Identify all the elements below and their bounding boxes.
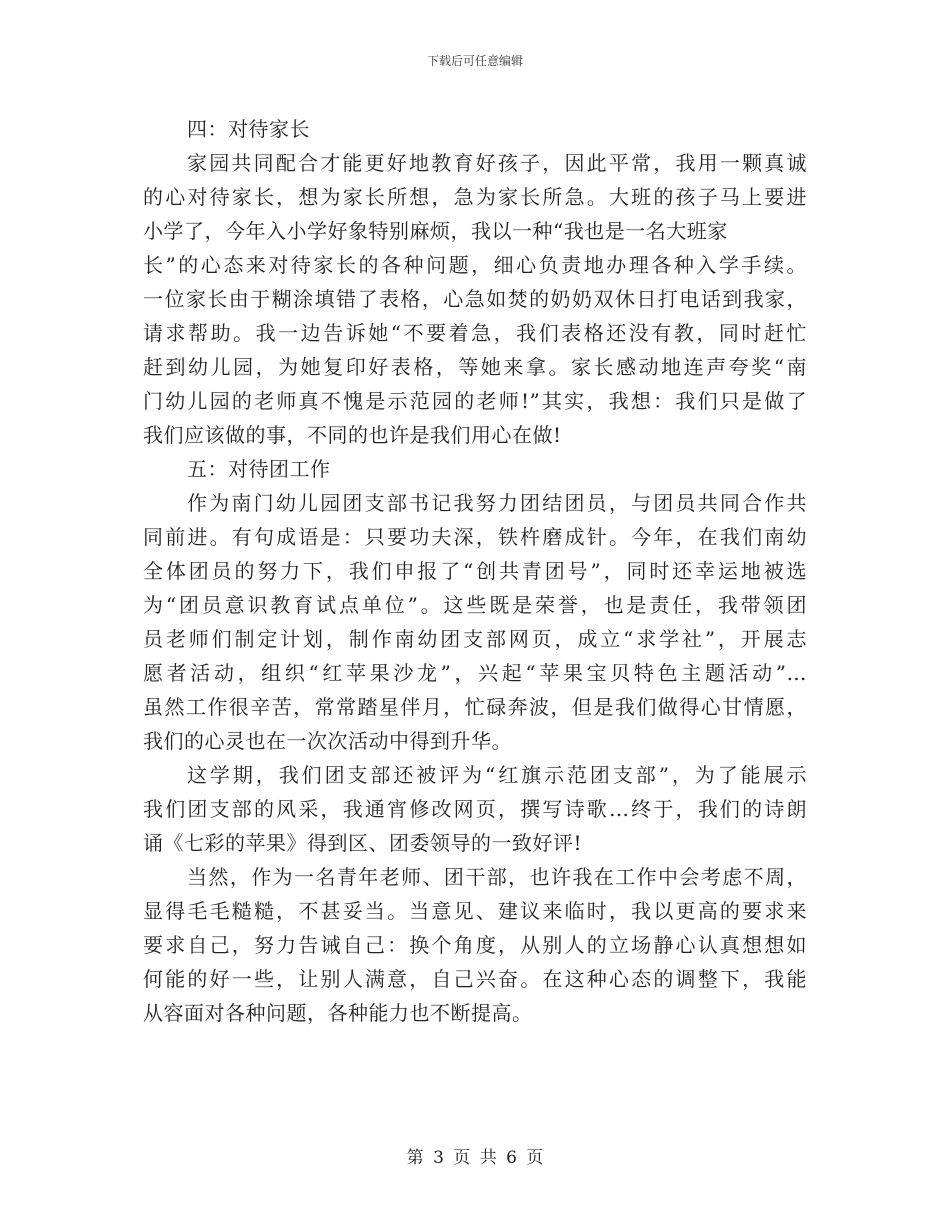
text-line: 五：对待团工作 (187, 457, 331, 481)
text-line: 这学期，我们团支部还被评为“红旗示范团支部”，为了能展示 (187, 763, 807, 787)
text-line: 从容面对各种问题，各种能力也不断提高。 (143, 1001, 533, 1025)
text-line: 为“团员意识教育试点单位”。这些既是荣誉，也是责任，我带领团 (143, 593, 807, 617)
text-line: 请求帮助。我一边告诉她“不要着急，我们表格还没有教，同时赶忙 (143, 321, 807, 345)
text-line: 同前进。有句成语是：只要功夫深，铁杵磨成针。今年，在我们南幼 (143, 525, 807, 549)
text-line: 小学了，今年入小学好象特别麻烦，我以一种“我也是一名大班家 (143, 219, 728, 243)
text-line: 长”的心态来对待家长的各种问题，细心负责地办理各种入学手续。 (143, 253, 807, 277)
text-line: 愿者活动，组织“红苹果沙龙”，兴起“苹果宝贝特色主题活动”… (143, 661, 807, 685)
text-line: 显得毛毛糙糙，不甚妥当。当意见、建议来临时，我以更高的要求来 (143, 899, 807, 923)
page-header: 下载后可任意编辑 (426, 54, 523, 68)
text-line: 家园共同配合才能更好地教育好孩子，因此平常，我用一颗真诚 (187, 151, 807, 175)
text-line: 要求自己，努力告诫自己：换个角度，从别人的立场静心认真想想如 (143, 933, 807, 957)
text-line: 一位家长由于糊涂填错了表格，心急如焚的奶奶双休日打电话到我家， (143, 287, 807, 311)
page-number-footer: 第 3 页 共 6 页 (406, 1148, 544, 1168)
text-line: 全体团员的努力下，我们申报了“创共青团号”，同时还幸运地被选 (143, 559, 807, 583)
text-line: 何能的好一些，让别人满意，自己兴奋。在这种心态的调整下，我能 (143, 967, 807, 991)
text-line: 四：对待家长 (187, 117, 310, 141)
text-line: 我们团支部的风采，我通宵修改网页，撰写诗歌…终于，我们的诗朗 (143, 797, 807, 821)
text-line: 门幼儿园的老师真不愧是示范园的老师!”其实，我想：我们只是做了 (143, 389, 807, 413)
text-line: 作为南门幼儿园团支部书记我努力团结团员，与团员共同合作共 (187, 491, 807, 515)
text-line: 员老师们制定计划，制作南幼团支部网页，成立“求学社”，开展志 (143, 627, 807, 651)
text-line: 赶到幼儿园，为她复印好表格，等她来拿。家长感动地连声夸奖“南 (143, 355, 807, 379)
text-line: 的心对待家长，想为家长所想，急为家长所急。大班的孩子马上要进 (143, 185, 807, 209)
document-body (143, 112, 807, 1030)
text-line: 当然，作为一名青年老师、团干部，也许我在工作中会考虑不周， (187, 865, 807, 889)
text-line: 我们应该做的事，不同的也许是我们用心在做! (143, 423, 562, 447)
text-line: 我们的心灵也在一次次活动中得到升华。 (143, 729, 512, 753)
text-line: 诵《七彩的苹果》得到区、团委领导的一致好评! (143, 831, 583, 855)
text-line: 虽然工作很辛苦，常常踏星伴月，忙碌奔波，但是我们做得心甘情愿， (143, 695, 807, 719)
